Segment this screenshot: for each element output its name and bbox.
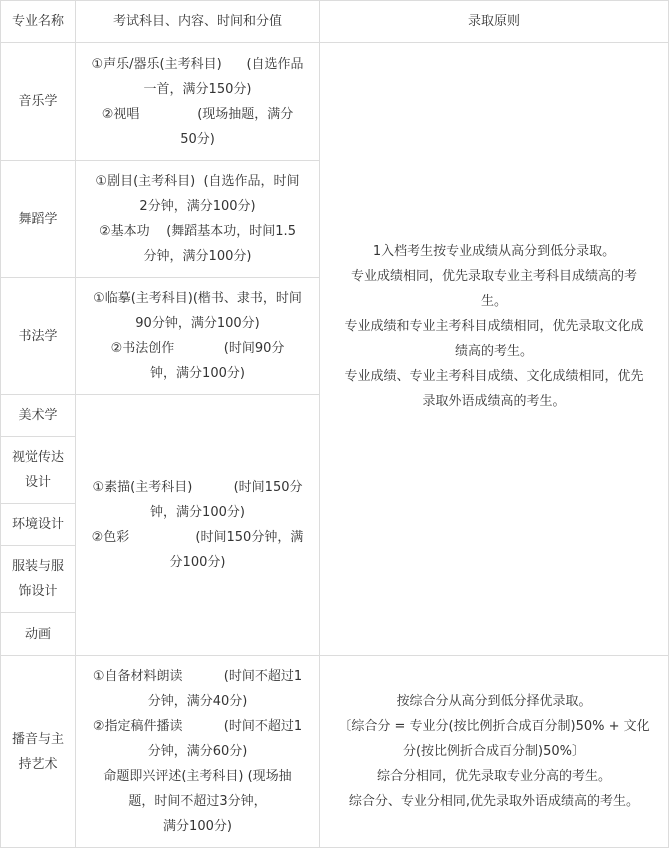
exam-cell-music — [76, 43, 320, 161]
major-cell-broadcast: 播音与主持艺术 — [1, 656, 76, 848]
table-row-broadcast — [1, 656, 669, 848]
exam-line: 2分钟，满分100分) — [139, 199, 256, 214]
major-cell-calligraphy: 书法学 — [1, 278, 76, 395]
exam-line: 50分) — [180, 131, 215, 147]
exam-line: 分钟，满分60分) — [147, 744, 248, 759]
exam-line: 分钟，满分40分) — [147, 694, 248, 709]
exam-line: ①素描(主考科目) (时间150分 — [92, 480, 303, 495]
exam-cell-art — [76, 395, 320, 656]
exam-line: 题，时间不超过3分钟， — [128, 794, 267, 809]
rule-line: 专业成绩相同，优先录取专业主考科目成绩高的考 — [350, 269, 637, 284]
rule-line: 专业成绩、专业主考科目成绩、文化成绩相同，优先 — [344, 369, 644, 384]
exam-cell-broadcast — [76, 656, 320, 848]
exam-line: ②色彩 (时间150分钟，满 — [91, 530, 304, 545]
exam-line: 命题即兴评述(主考科目) (现场抽 — [103, 769, 292, 784]
major-cell-music: 音乐学 — [1, 43, 76, 161]
exam-line: 90分钟，满分100分) — [135, 316, 260, 331]
exam-cell-calligraphy — [76, 278, 320, 395]
rule-line: 综合分、专业分相同,优先录取外语成绩高的考生。 — [348, 794, 640, 809]
rule-line: 1入档考生按专业成绩从高分到低分录取。 — [372, 244, 616, 259]
exam-line: ①自备材料朗读 (时间不超过1 — [92, 669, 303, 684]
exam-line: ①声乐/器乐(主考科目) (自选作品 — [91, 56, 304, 72]
shared-rule-cell — [320, 43, 669, 656]
major-cell-environment-design: 环境设计 — [1, 504, 76, 546]
exam-line: ②基本功 (舞蹈基本功，时间1.5 — [99, 224, 296, 239]
rule-line: 生。 — [480, 294, 507, 309]
exam-cell-dance — [76, 161, 320, 278]
header-major: 专业名称 — [1, 1, 76, 43]
exam-line: ②指定稿件播读 (时间不超过1 — [92, 719, 303, 734]
rule-line: 绩高的考生。 — [454, 344, 533, 359]
exam-line: 钟，满分100分) — [150, 366, 245, 381]
header-row — [1, 1, 669, 43]
exam-line: ①剧目(主考科目) (自选作品，时间 — [95, 174, 300, 189]
table-row-music — [1, 43, 669, 161]
major-cell-fine-arts: 美术学 — [1, 395, 76, 437]
rule-line: 〔综合分 = 专业分(按比例折合成百分制)50% + 文化 — [338, 719, 650, 734]
major-cell-visual-design: 视觉传达设计 — [1, 437, 76, 504]
exam-line: 满分100分) — [163, 819, 232, 834]
exam-line: 钟，满分100分) — [150, 505, 245, 520]
major-cell-fashion-design: 服装与服饰设计 — [1, 546, 76, 613]
major-cell-dance: 舞蹈学 — [1, 161, 76, 278]
exam-line: ①临摹(主考科目)(楷书、隶书，时间 — [93, 291, 302, 306]
major-cell-animation: 动画 — [1, 613, 76, 656]
rule-line: 专业成绩和专业主考科目成绩相同，优先录取文化成 — [344, 319, 644, 334]
exam-line: 一首，满分150分) — [143, 81, 252, 97]
exam-line: ②书法创作 (时间90分 — [110, 341, 285, 356]
header-rule: 录取原则 — [320, 1, 669, 43]
exam-line: 分100分) — [169, 555, 226, 570]
rule-line: 按综合分从高分到低分择优录取。 — [396, 694, 592, 709]
rule-line: 录取外语成绩高的考生。 — [422, 394, 566, 409]
header-exam: 考试科目、内容、时间和分值 — [76, 1, 320, 43]
exam-line: 分钟，满分100分) — [143, 249, 252, 264]
rule-line: 分(按比例折合成百分制)50%〕 — [402, 744, 586, 759]
rule-cell-broadcast — [320, 656, 669, 848]
rule-line: 综合分相同，优先录取专业分高的考生。 — [376, 769, 611, 784]
exam-line: ②视唱 (现场抽题，满分 — [101, 106, 294, 122]
